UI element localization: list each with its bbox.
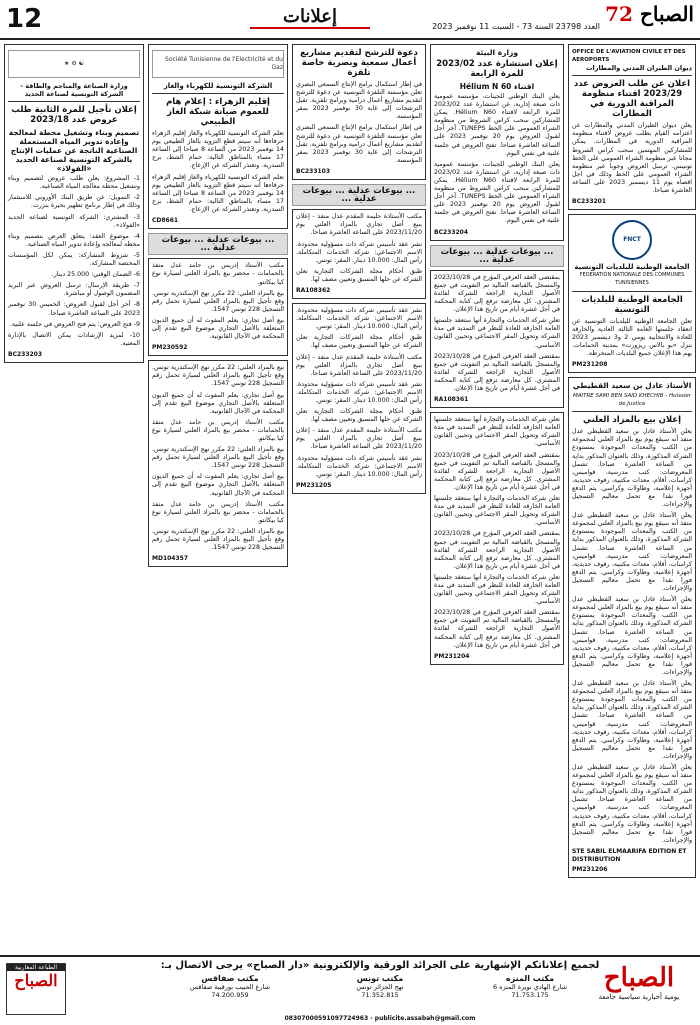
ad-body: يعلن الأستاذ عادل بن سعيد القطيطي عدل منفذ أنه سيقع يوم بيع بالمزاد العلني لمجموعة من الكتب والمعدات الموجودة بمستودع الشركة المذكورة، وذلك بالعنوان المذكور بداية من الساعة العاشرة صباحا. تشمل المعروضات: كتب مدرسية، قواميس، كراسات، أقلام، معدات مكتبية، رفوف حديدية، أجهزة إعلامية، وطاولات وكراسي. يتم الدفع فورا نقدا مع تحمل معاليم التسجيل والإجراءات. bbox=[572, 512, 692, 593]
ad-title: الجامعة الوطنية للبلديات التونسية bbox=[581, 294, 683, 315]
notice-body: مكتب الأستاذ إدريس بن حامد عدل منفذ بالحمامات - محضر بيع بالمزاد العلني لسيارة نوع كيا بيكانتو. bbox=[152, 262, 284, 286]
section-title: إعلانات bbox=[250, 6, 370, 29]
page-number: 12 bbox=[6, 4, 43, 34]
ad-oaca bbox=[568, 44, 696, 210]
office-tunis bbox=[320, 975, 440, 999]
notice-body: بيع بالمزاد العلني: 22 مكرر نهج الإسكندرية تونس. وقع تأجيل البيع بالمزاد العلني لسيارة تحمل رقم التسجيل 228 تونس 1547. bbox=[152, 446, 284, 470]
notice-body: طبق أحكام مجلة الشركات التجارية تعلن الشركة عن حلها المسبق وتعيين مصف لها. bbox=[296, 334, 422, 350]
notice-body: نشر عقد تأسيس شركة ذات مسؤولية محدودة. الاسم الاجتماعي: شركة الخدمات المتكاملة. رأس المال: 10.000 دينار. المقر: تونس. bbox=[296, 240, 422, 264]
footer-logo-text: الصباح bbox=[603, 963, 675, 993]
logo-number: 72 bbox=[605, 2, 633, 26]
office-phone: 71.753.175 bbox=[511, 991, 549, 999]
ad-ref: BC233203 bbox=[8, 350, 43, 358]
federation-logo-icon: FNCT bbox=[612, 220, 652, 260]
ad-title: إعلان تأجيل للمرة الثانية طلب عروض عدد 2023/18 bbox=[11, 105, 137, 126]
office-phone: 71.352.815 bbox=[361, 991, 399, 999]
steg-logo-icon bbox=[152, 50, 284, 78]
legal-notice bbox=[430, 270, 564, 408]
notice-body: نشر عقد تأسيس شركة ذات مسؤولية محدودة. الاسم الاجتماعي: شركة الخدمات المتكاملة. رأس المال: 10.000 دينار. المقر: تونس. bbox=[296, 307, 422, 331]
notice-body: تعلن شركة الخدمات والتجارة أنها ستعقد جلستها العامة الخارقة للعادة للنظر في التمديد في مدة الشركة وتحويل المقر الاجتماعي وتحيين القانون الأساسي. bbox=[434, 495, 560, 527]
notice-body: بمقتضى العقد العرفي المؤرخ في 2023/10/28 والمسجل بالقباضة المالية تم التفويت في جميع الأصول التجارية الراجعة للشركة لفائدة المشتري. كل معارضة ترفع إلى كتابة المحكمة في أجل عشرة أيام من تاريخ هذا الإعلان. bbox=[434, 530, 560, 570]
ad-body: يعلن الأستاذ عادل بن سعيد القطيطي عدل منفذ أنه سيقع يوم بيع بالمزاد العلني لمجموعة من الكتب والمعدات الموجودة بمستودع الشركة المذكورة، وذلك بالعنوان المذكور بداية من الساعة العاشرة صباحا. تشمل المعروضات: كتب مدرسية، قواميس، كراسات، أقلام، معدات مكتبية، رفوف حديدية، أجهزة إعلامية، وطاولات وكراسي. يتم الدفع فورا نقدا مع تحمل معاليم التسجيل والإجراءات. bbox=[572, 680, 692, 760]
legal-sales-band: ... بيوعات عدلية ... بيوعات عدلية ... bbox=[148, 233, 288, 255]
column-5 bbox=[4, 44, 144, 949]
ad-item: 4- موضوع العقد: يتعلق العرض بتصميم وبناء محطة لمعالجة وإعادة تدوير المياه الصناعية. bbox=[8, 232, 140, 248]
notice-body: نشر عقد تأسيس شركة ذات مسؤولية محدودة. الاسم الاجتماعي: شركة الخدمات المتكاملة. رأس المال: 10.000 دينار. المقر: تونس. bbox=[296, 380, 422, 404]
ad-ref: PM231208 bbox=[572, 360, 608, 368]
office-title: مكتب المنزه bbox=[505, 974, 555, 983]
ad-ref: RA108362 bbox=[296, 286, 331, 294]
ad-item-list bbox=[8, 175, 140, 348]
legal-notice bbox=[430, 412, 564, 665]
ad-body: يعلن البنك الوطني للجينات، مؤسسة عمومية ذات صبغة إدارية، عن استشارة عدد 2023/02 للمرة الرابعة لاقتناء Hélium N60. يمكن للمشاركين سحب كراس الشروط من منظومة الشراء العمومي على الخط TUNEPS. آخر أجل لقبول العروض يوم 20 نوفمبر 2023 على الساعة العاشرة صباحا. تفتح العروض في جلسة علنية في نفس اليوم. bbox=[434, 160, 560, 225]
notice-body: مكتب الأستاذة حليمة المقدم عدل منفذ - إعلان ببيع أصل تجاري بالمزاد العلني يوم 2023/11/20 على الساعة العاشرة صباحا. bbox=[296, 213, 422, 237]
notice-body: بيع أصل تجاري: يعلم المفوت له أن جميع الديون المتعلقة بالأصل التجاري موضوع البيع تقدم إلى المحكمة في الآجال القانونية. bbox=[152, 391, 284, 415]
ad-ref: BC233201 bbox=[572, 198, 607, 206]
notice-body: نشر عقد تأسيس شركة ذات مسؤولية محدودة. الاسم الاجتماعي: شركة الخدمات المتكاملة. رأس المال: 10.000 دينار. المقر: تونس. bbox=[296, 454, 422, 478]
ad-item: 10- لمزيد الإرشادات يمكن الاتصال بالإدارة المعنية. bbox=[8, 331, 140, 347]
ad-body: يعلن الأستاذ عادل بن سعيد القطيطي عدل منفذ أنه سيقع يوم بيع بالمزاد العلني لمجموعة من الكتب والمعدات الموجودة بمستودع الشركة المذكورة، وذلك بالعنوان المذكور بداية من الساعة العاشرة صباحا. تشمل المعروضات: كتب مدرسية، قواميس، كراسات، أقلام، معدات مكتبية، رفوف حديدية، أجهزة إعلامية، وطاولات وكراسي. يتم الدفع فورا نقدا مع تحمل معاليم التسجيل والإجراءات. bbox=[572, 764, 692, 844]
ad-body: تعلم الشركة التونسية للكهرباء والغاز إقليم الزهراء حرفاءها أنه سيتم قطع التزويد بالغاز الطبيعي يوم 14 نوفمبر 2023 من الساعة 8 صباحا إلى الساعة 17 مساء بالمناطق التالية: حمام الشط، برج السدرية. وتعتذر الشركة عن الإزعاج. bbox=[152, 173, 284, 213]
org-name-ar: الشركة التونسية للكهرباء والغاز bbox=[163, 82, 273, 90]
ministry-name: وزارة البيئة bbox=[475, 48, 519, 57]
legal-notice bbox=[292, 303, 426, 494]
ad-body: يعلن ديوان الطيران المدني والمطارات عن اعتزامه القيام بطلب عروض لاقتناء منظومة المراقبة الدورية في المطارات. يمكن للمشاركين المهتمين سحب كراس الشروط مجانا عبر منظومة الشراء العمومي على الخط تونيبس. ترسل العروض وجوبا عبر منظومة الشراء العمومي على الخط وذلك في اجل اقصاه يوم 11 ديسمبر 2023 على الساعة العاشرة صباحا. bbox=[572, 122, 692, 195]
column-2 bbox=[430, 44, 564, 949]
office-title: مكتب تونس bbox=[356, 974, 404, 983]
notice-body: بمقتضى العقد العرفي المؤرخ في 2023/10/28 والمسجل بالقباضة المالية تم التفويت في جميع الأصول التجارية الراجعة للشركة لفائدة المشتري. كل معارضة ترفع إلى كتابة المحكمة في أجل عشرة أيام من تاريخ هذا الإعلان. bbox=[434, 352, 560, 392]
column-4 bbox=[148, 44, 288, 949]
ad-item: 5- شروط المشاركة: يمكن لكل المؤسسات المختصة المشاركة. bbox=[8, 251, 140, 268]
ad-ref: BC233103 bbox=[296, 167, 331, 175]
ad-steg bbox=[148, 44, 288, 229]
notice-body: مكتب الأستاذة حليمة المقدم عدل منفذ - إعلان ببيع أصل تجاري بالمزاد العلني يوم 2023/11/20 على الساعة العاشرة صباحا. bbox=[296, 427, 422, 451]
notice-body: بمقتضى العقد العرفي المؤرخ في 2023/10/28 والمسجل بالقباضة المالية تم التفويت في جميع الأصول التجارية الراجعة للشركة لفائدة المشتري. كل معارضة ترفع إلى كتابة المحكمة في أجل عشرة أيام من تاريخ هذا الإعلان. bbox=[434, 273, 560, 314]
page-footer bbox=[0, 955, 700, 1025]
ad-body: في إطار استكمال برامج الإنتاج السمعي البصري تعلن مؤسسة التلفزة التونسية عن دعوة للترشح لتقديم مشاريع أعمال درامية وبرامج تلفزية. تقبل الترشحات إلى غاية 30 نوفمبر 2023 بمقر المؤسسة. bbox=[296, 124, 422, 164]
legal-notice bbox=[292, 209, 426, 299]
office-sfax bbox=[170, 975, 290, 999]
notice-body: طبق أحكام مجلة الشركات التجارية تعلن الشركة عن حلها المسبق وتعيين مصف لها. bbox=[296, 408, 422, 424]
office-address: نهج الجزائر تونس bbox=[356, 983, 404, 991]
ad-body: يعلن البنك الوطني للجينات، مؤسسة عمومية ذات صبغة إدارية، عن استشارة عدد 2023/02 للمرة الرابعة لاقتناء Hélium N60. يمكن للمشاركين سحب كراس الشروط من منظومة الشراء العمومي على الخط TUNEPS. آخر أجل لقبول العروض يوم 20 نوفمبر 2023 على الساعة العاشرة صباحا. تفتح العروض في جلسة علنية في نفس اليوم. bbox=[434, 93, 560, 157]
office-address: شارع الهادي نويرة المنزه 6 bbox=[492, 983, 568, 991]
ad-consultation bbox=[430, 44, 564, 241]
ad-item: 3- المشتري: الشركة التونسية لصناعة الحديد «الفولاذ». bbox=[8, 213, 140, 229]
org-name-fr: FEDERATION NATIONALE DES COMMUNES TUNISIENNES bbox=[579, 272, 685, 287]
office-phone: 74.200.959 bbox=[211, 991, 249, 999]
newspaper-logo bbox=[604, 2, 694, 28]
legal-notice bbox=[148, 360, 288, 567]
ad-item: 8- آخر أجل لقبول العروض: الخميس 30 نوفمبر 2023 على الساعة العاشرة صباحا. bbox=[8, 301, 140, 317]
org-name-fr: Société Tunisienne de l'Electricité et du Gaz bbox=[165, 55, 283, 71]
ad-ref: PM231205 bbox=[296, 481, 332, 489]
notice-body: بيع بالمزاد العلني: 22 مكرر نهج الإسكندرية تونس. وقع تأجيل البيع بالمزاد العلني لسيارة تحمل رقم التسجيل 228 تونس 1547. bbox=[152, 289, 284, 313]
notice-body: تعلن شركة الخدمات والتجارة أنها ستعقد جلستها العامة الخارقة للعادة للنظر في التمديد في مدة الشركة وتحويل المقر الاجتماعي وتحيين القانون الأساسي. bbox=[434, 416, 560, 448]
notice-body: بيع بالمزاد العلني: 22 مكرر نهج الإسكندرية تونس. وقع تأجيل البيع بالمزاد العلني لسيارة تحمل رقم التسجيل 228 تونس 1547. bbox=[152, 364, 284, 388]
ad-subtitle: تصميم وبناء وتشغيل محطة لمعالجة وإعادة تدوير المياه المستعملة الصناعية الناتجة عن عمليات الإنتاج بالشركة التونسية لصناعة الحديد «الفولاذ» bbox=[8, 128, 140, 174]
ad-item: 9- فتح العروض: يتم فتح العروض في جلسة علنية. bbox=[9, 320, 140, 328]
ad-ref: CD8661 bbox=[152, 217, 179, 225]
ministry-logo-icon: ☯ ⚙ ★ bbox=[8, 50, 140, 78]
ad-ref: RA108361 bbox=[434, 396, 469, 404]
ad-body: يعلن الأستاذ عادل بن سعيد القطيطي عدل منفذ أنه سيقع يوم بيع بالمزاد العلني لمجموعة من الكتب والمعدات الموجودة بمستودع الشركة المذكورة، وذلك بالعنوان المذكور بداية من الساعة العاشرة صباحا. تشمل المعروضات: كتب مدرسية، قواميس، كراسات، أقلام، معدات مكتبية، رفوف حديدية، أجهزة إعلامية، وطاولات وكراسي. يتم الدفع فورا نقدا مع تحمل معاليم التسجيل والإجراءات. bbox=[572, 428, 692, 509]
office-title: مكتب صفاقس bbox=[201, 974, 259, 983]
footer-contacts: 08307000591097724963 - publicite.assabah@gmail.com bbox=[284, 1015, 476, 1022]
org-name-fr: OFFICE DE L'AVIATION CIVILE ET DES AEROPORTS bbox=[572, 49, 686, 64]
ad-body: تعلم الشركة التونسية للكهرباء والغاز إقليم الزهراء حرفاءها أنه سيتم قطع التزويد بالغاز الطبيعي يوم 14 نوفمبر 2023 من الساعة 8 صباحا إلى الساعة 17 مساء بالمناطق التالية: حمام الشط، برج السدرية. وتعتذر الشركة عن الإزعاج. bbox=[152, 130, 284, 170]
ad-item: 6- الضمان الوقتي: 25.000 دينار. bbox=[51, 271, 140, 279]
office-menzah bbox=[470, 975, 590, 999]
printing-logo-sub: الطباعة المغاربية bbox=[7, 964, 65, 971]
company-name: STE SABIL ELMAARIFA EDITION ET DISTRIBUTION bbox=[572, 847, 687, 864]
ad-ref: PM230592 bbox=[152, 344, 188, 352]
notice-body: بيع بالمزاد العلني: 22 مكرر نهج الإسكندرية تونس. وقع تأجيل البيع بالمزاد العلني لسيارة تحمل رقم التسجيل 228 تونس 1547. bbox=[152, 527, 284, 552]
org-name-ar: ديوان الطيران المدني والمطارات bbox=[585, 64, 692, 73]
ad-body: يعلن الأستاذ عادل بن سعيد القطيطي عدل منفذ أنه سيقع يوم بيع بالمزاد العلني لمجموعة من الكتب والمعدات الموجودة بمستودع الشركة المذكورة، وذلك بالعنوان المذكور بداية من الساعة العاشرة صباحا. تشمل المعروضات: كتب مدرسية، قواميس، كراسات، أقلام، معدات مكتبية، رفوف حديدية، أجهزة إعلامية، وطاولات وكراسي. يتم الدفع فورا نقدا مع تحمل معاليم التسجيل والإجراءات. bbox=[572, 596, 692, 676]
ad-item: 2- التمويل: عن طريق البنك الأوروبي للاستثمار وذلك في إطار برنامج تطهير بحيرة بنزرت. bbox=[8, 194, 140, 210]
ad-call-for-projects bbox=[292, 44, 426, 180]
ad-federation bbox=[568, 214, 696, 373]
ad-item: 1- المشروع: يعلن طلب عروض لتصميم وبناء وتشغيل محطة معالجة المياه الصناعية. bbox=[8, 175, 140, 191]
notary-name: الأستاذ عادل بن سعيد القطيطي bbox=[572, 381, 692, 391]
notice-body: بيع أصل تجاري: يعلم المفوت له أن جميع الديون المتعلقة بالأصل التجاري موضوع البيع تقدم إلى المحكمة في الآجال القانونية. bbox=[152, 473, 284, 497]
ad-ref: MD104357 bbox=[152, 555, 188, 563]
footer-logo bbox=[584, 963, 694, 1001]
notice-body: بمقتضى العقد العرفي المؤرخ في 2023/10/28 والمسجل بالقباضة المالية تم التفويت في جميع الأصول التجارية الراجعة للشركة لفائدة المشتري. كل معارضة ترفع إلى كتابة المحكمة في أجل عشرة أيام من تاريخ هذا الإعلان. bbox=[434, 609, 560, 649]
ad-item: 7- طريقة الإرسال: ترسل العروض عبر البريد المضمون الوصول أو مباشرة. bbox=[8, 282, 140, 298]
page-header bbox=[0, 0, 700, 40]
ad-ref: BC233204 bbox=[434, 228, 469, 236]
ad-ref: PM231204 bbox=[434, 652, 470, 660]
notice-body: مكتب الأستاذة حليمة المقدم عدل منفذ - إعلان ببيع أصل تجاري بالمزاد العلني يوم 2023/11/20 على الساعة العاشرة صباحا. bbox=[296, 353, 422, 377]
notice-body: مكتب الأستاذ إدريس بن حامد عدل منفذ بالحمامات - محضر بيع بالمزاد العلني لسيارة نوع كيا بيكانتو. bbox=[152, 418, 284, 442]
org-name: وزارة الصناعة والمناجم والطاقة - الشركة التونسية لصناعة الحديد bbox=[20, 82, 128, 99]
notice-body: مكتب الأستاذ إدريس بن حامد عدل منفذ بالحمامات - محضر بيع بالمزاد العلني لسيارة نوع كيا بيكانتو. bbox=[152, 500, 284, 524]
issue-line: العدد 23798 السنة 73 - السبت 11 نوفمبر 2023 bbox=[432, 22, 600, 31]
ad-tender-elfouladh bbox=[4, 44, 144, 363]
ad-ref: PM231206 bbox=[572, 866, 608, 874]
notice-body: بيع أصل تجاري: يعلم المفوت له أن جميع الديون المتعلقة بالأصل التجاري موضوع البيع تقدم إلى المحكمة في الآجال القانونية. bbox=[152, 316, 284, 341]
notice-body: تعلن شركة الخدمات والتجارة أنها ستعقد جلستها العامة الخارقة للعادة للنظر في التمديد في مدة الشركة وتحويل المقر الاجتماعي وتحيين القانون الأساسي. bbox=[434, 573, 560, 606]
legal-sales-band: ... بيوعات عدلية ... بيوعات عدلية ... bbox=[292, 184, 426, 206]
office-address: شارع الحبيب بورقيبة صفاقس bbox=[190, 983, 270, 991]
column-3 bbox=[292, 44, 426, 949]
notice-body: بمقتضى العقد العرفي المؤرخ في 2023/10/28 والمسجل بالقباضة المالية تم التفويت في جميع الأصول التجارية الراجعة للشركة لفائدة المشتري. كل معارضة ترفع إلى كتابة المحكمة في أجل عشرة أيام من تاريخ هذا الإعلان. bbox=[434, 451, 560, 491]
ad-title: إعلان بيع بالمزاد العلني bbox=[582, 415, 682, 426]
ad-body: تعلن الجامعة الوطنية للبلديات التونسية عن انعقاد جلستها العامة الثالثة العادية والخارقة للعادة والانتخابية يومي 2 و3 ديسمبر 2023 بنزل «بو بالاس ريزورت» بمدينة الحمامات. يهم هذا الإعلان جميع البلديات المنخرطة. bbox=[572, 317, 692, 357]
ad-title: اعلان عن طلب العروض عدد 2023/29 اقتناء منظومة المراقبة الدورية في المطارات bbox=[573, 79, 691, 120]
column-1 bbox=[568, 44, 696, 949]
printing-logo-text: الصباح bbox=[14, 971, 58, 990]
legal-sales-band: ... بيوعات عدلية ... بيوعات عدلية ... bbox=[430, 245, 564, 267]
footer-contact-line: لجميع إعلاناتكم الإشهارية على الجرائد الورقية والإلكترونية «دار الصباح» يرجى الاتصال بـ: bbox=[160, 960, 600, 971]
printing-logo bbox=[6, 963, 66, 1015]
ad-title: إعلان استشارة عدد 2023/02 للمرة الرابعة bbox=[436, 59, 558, 79]
logo-text: الصباح bbox=[639, 2, 694, 26]
notary-name-fr: MAITRE SAMI BEN SAID KHECHIB - Huissier de Justice bbox=[573, 393, 691, 408]
org-name-ar: الجامعة الوطنية للبلديات التونسية bbox=[574, 263, 690, 272]
ad-title: إقليم الزهراء : إعلام هام للعموم صيانة شبكة الغاز الطبيعي bbox=[166, 97, 270, 128]
ad-title: دعوة للترشح لتقديم مشاريع أعمال سمعية وبصرية خاصة تلفزة bbox=[300, 48, 418, 78]
ad-subtitle: اقتناء 60 Hélium N bbox=[459, 82, 535, 91]
ad-body: في إطار استكمال برامج الإنتاج السمعي البصري تعلن مؤسسة التلفزة التونسية عن دعوة للترشح لتقديم مشاريع أعمال درامية وبرامج تلفزية. تقبل الترشحات إلى غاية 30 نوفمبر 2023 بمقر المؤسسة. bbox=[296, 81, 422, 121]
notice-body: تعلن شركة الخدمات والتجارة أنها ستعقد جلستها العامة الخارقة للعادة للنظر في التمديد في مدة الشركة وتحويل المقر الاجتماعي وتحيين القانون الأساسي. bbox=[434, 317, 560, 349]
ad-auction bbox=[568, 377, 696, 878]
footer-logo-sub: يومية أخبارية سياسية جامعة bbox=[598, 993, 680, 1001]
legal-notice bbox=[148, 258, 288, 356]
notice-body: طبق أحكام مجلة الشركات التجارية تعلن الشركة عن حلها المسبق وتعيين مصف لها. bbox=[296, 267, 422, 283]
